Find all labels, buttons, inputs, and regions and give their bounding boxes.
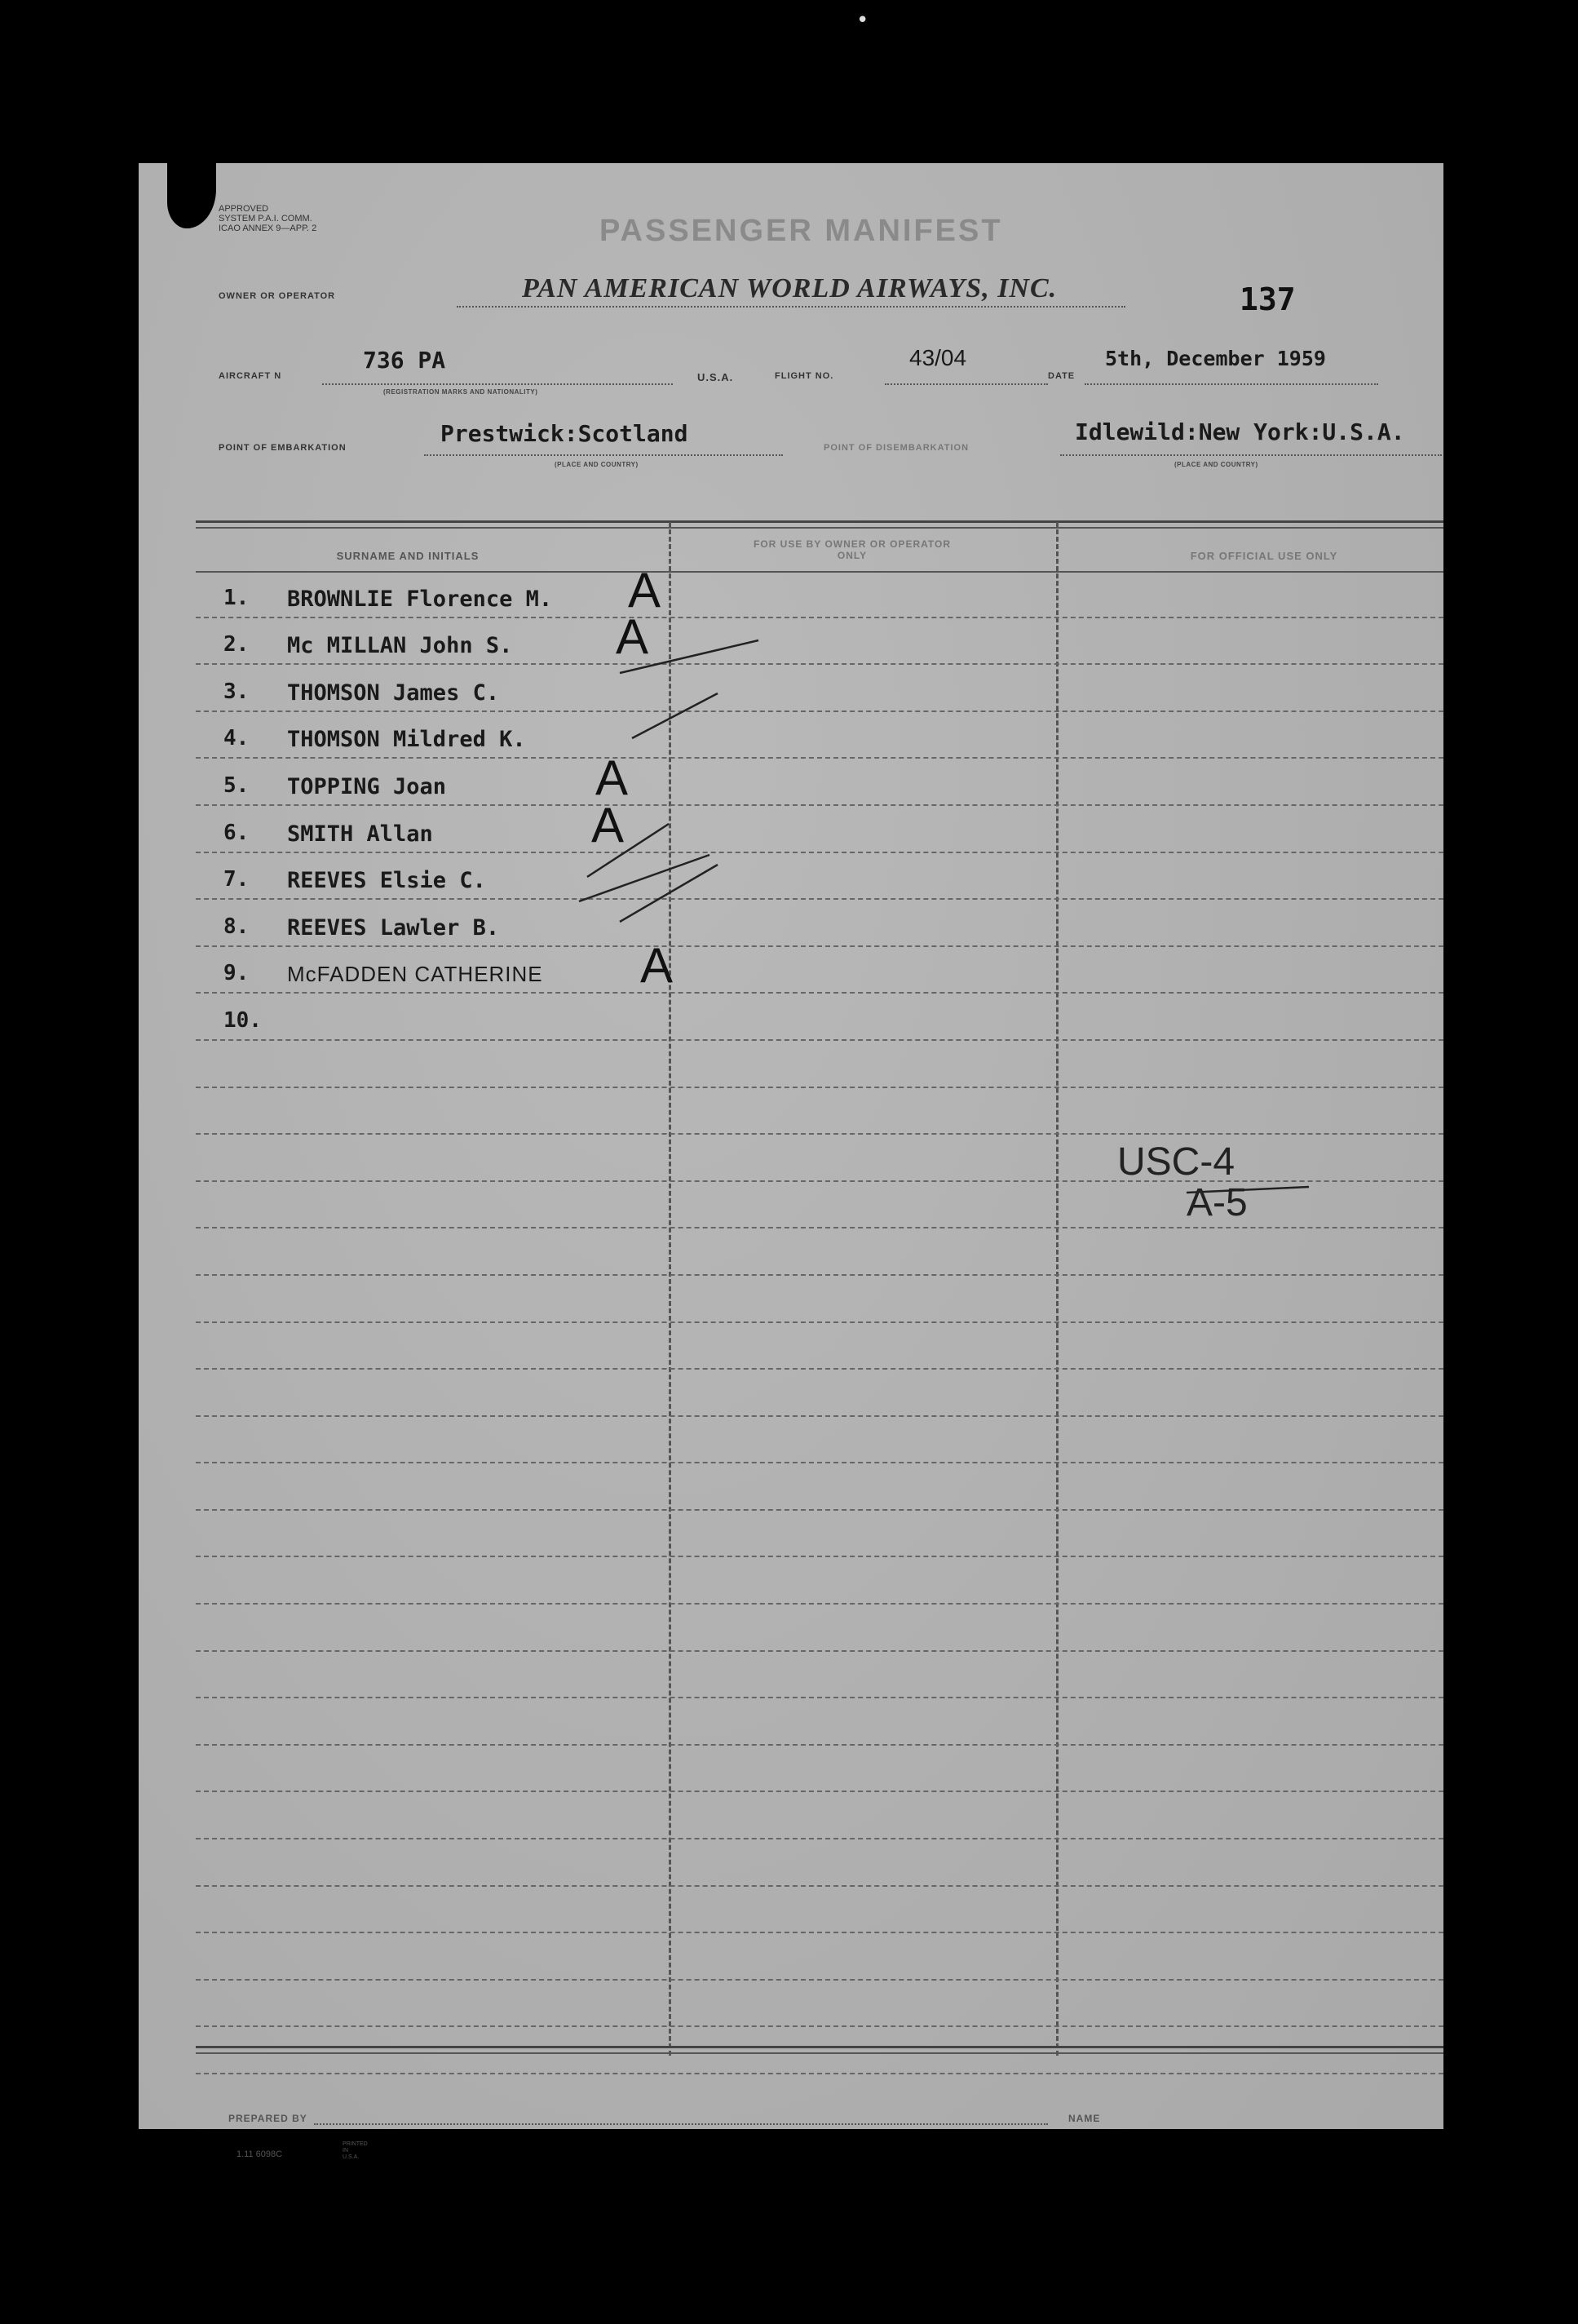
tiny-line: U.S.A. bbox=[343, 2154, 360, 2160]
passenger-name: Mc MILLAN John S. bbox=[287, 633, 513, 659]
row-number: 5. bbox=[223, 772, 250, 798]
tiny-line: PRINTED bbox=[343, 2141, 368, 2147]
handwritten-mark: A bbox=[640, 938, 674, 994]
flight-value: 43/04 bbox=[909, 345, 967, 370]
row-number: 9. bbox=[223, 961, 250, 986]
handwritten-mark: A bbox=[628, 562, 661, 618]
row-number: 6. bbox=[223, 820, 250, 845]
date-value: 5th, December 1959 bbox=[1105, 347, 1326, 370]
official-handwritten-note bbox=[1117, 1142, 1248, 1224]
name-label: NAME bbox=[1068, 2113, 1101, 2124]
manifest-number: 137 bbox=[1240, 281, 1296, 317]
aircraft-nationality: U.S.A. bbox=[697, 371, 734, 383]
row-number: 2. bbox=[223, 632, 250, 657]
check-stroke bbox=[620, 865, 718, 922]
check-stroke bbox=[620, 640, 758, 673]
footer-rule bbox=[196, 2046, 1443, 2048]
approval-line: APPROVED bbox=[219, 204, 269, 214]
passenger-name: REEVES Elsie C. bbox=[287, 868, 486, 894]
owner-label: OWNER OR OPERATOR bbox=[219, 291, 336, 301]
aircraft-sublabel: (REGISTRATION MARKS AND NATIONALITY) bbox=[383, 388, 538, 396]
footer-rule-2 bbox=[196, 2052, 1443, 2054]
row-number: 3. bbox=[223, 679, 250, 704]
tiny-line: IN bbox=[343, 2148, 348, 2154]
row-number: 10. bbox=[223, 1007, 262, 1033]
check-stroke bbox=[579, 855, 709, 901]
flight-label: FLIGHT NO. bbox=[775, 371, 834, 381]
passenger-name: REEVES Lawler B. bbox=[287, 914, 500, 941]
handwritten-mark: A bbox=[616, 609, 649, 665]
check-stroke bbox=[587, 824, 669, 877]
prepared-by-label: PREPARED BY bbox=[228, 2113, 307, 2124]
passenger-name: BROWNLIE Florence M. bbox=[287, 586, 553, 612]
form-code: 1.11 6098C bbox=[236, 2149, 283, 2159]
document-title: PASSENGER MANIFEST bbox=[599, 214, 1003, 248]
passenger-name: McFADDEN CATHERINE bbox=[287, 962, 543, 987]
printed-in-usa bbox=[343, 2141, 368, 2161]
prepared-by-underline bbox=[314, 2123, 1048, 2125]
disembarkation-label: POINT OF DISEMBARKATION bbox=[824, 443, 970, 453]
date-label: DATE bbox=[1048, 371, 1076, 381]
passenger-name: TOPPING Joan bbox=[287, 773, 447, 799]
row-number: 4. bbox=[223, 726, 250, 751]
row-number: 8. bbox=[223, 914, 250, 939]
surname-column-header: SURNAME AND INITIALS bbox=[336, 550, 480, 562]
scan-speck: • bbox=[856, 8, 869, 33]
disembarkation-value: Idlewild:New York:U.S.A. bbox=[1075, 418, 1405, 445]
airline-name: PAN AMERICAN WORLD AIRWAYS, INC. bbox=[522, 273, 1058, 303]
passenger-name: THOMSON Mildred K. bbox=[287, 727, 526, 753]
handwritten-mark: A bbox=[595, 750, 629, 805]
embarkation-label: POINT OF EMBARKATION bbox=[219, 443, 347, 453]
note-line: A-5 bbox=[1187, 1181, 1248, 1224]
approval-line: ICAO ANNEX 9—APP. 2 bbox=[219, 224, 317, 233]
handwritten-mark: A bbox=[591, 797, 625, 852]
disembarkation-sublabel: (PLACE AND COUNTRY) bbox=[1174, 461, 1258, 468]
embarkation-value: Prestwick:Scotland bbox=[440, 420, 688, 447]
approval-line: SYSTEM P.A.I. COMM. bbox=[219, 214, 312, 224]
official-use-column-header: FOR OFFICIAL USE ONLY bbox=[1190, 550, 1338, 562]
row-number: 1. bbox=[223, 585, 250, 610]
embarkation-sublabel: (PLACE AND COUNTRY) bbox=[555, 461, 639, 468]
check-stroke bbox=[632, 693, 718, 738]
row-number: 7. bbox=[223, 867, 250, 892]
passenger-name: THOMSON James C. bbox=[287, 679, 500, 706]
aircraft-value: 736 PA bbox=[363, 347, 446, 374]
aircraft-label: AIRCRAFT N bbox=[219, 371, 282, 381]
owner-use-column-header: FOR USE BY OWNER OR OPERATOR ONLY bbox=[753, 538, 952, 561]
passenger-name: SMITH Allan bbox=[287, 821, 433, 847]
note-line: USC-4 bbox=[1117, 1140, 1235, 1184]
